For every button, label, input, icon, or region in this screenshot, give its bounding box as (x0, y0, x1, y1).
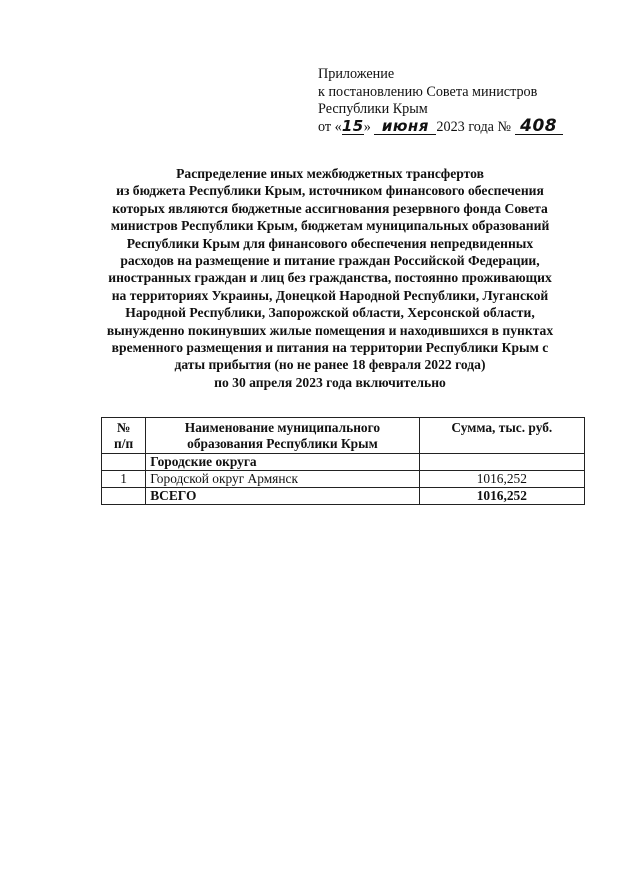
title-line: министров Республики Крым, бюджетам муниципальных образований (110, 218, 550, 234)
title-line: временного размещения и питания на территории Республики Крым с (111, 340, 549, 356)
title-line: Распределение иных межбюджетных трансфертов (176, 166, 484, 181)
date-quote-close: » (363, 118, 371, 135)
distribution-table (101, 417, 585, 505)
header-name-line2: образования Республики Крым (187, 436, 378, 451)
header-num (102, 418, 146, 454)
annex-date-line (318, 115, 618, 137)
row-num: 1 (102, 471, 146, 488)
date-year-text: 2023 года № (436, 118, 512, 135)
title-line: расходов на размещение и питание граждан Российской Федерации, (120, 253, 540, 269)
title-line: из бюджета Республики Крым, источником финансового обеспечения (116, 183, 544, 199)
table-row (102, 471, 585, 488)
group-label: Городские округа (146, 454, 419, 471)
title-line: Республики Крым для финансового обеспечения непредвиденных (126, 235, 534, 251)
document-title (70, 165, 590, 391)
table-group-row (102, 454, 585, 471)
header-num-line2: п/п (114, 436, 134, 451)
handwritten-day: 15 (341, 116, 364, 135)
title-line: на территориях Украины, Донецкой Народной Республики, Луганской (111, 287, 549, 303)
table-header-row (102, 418, 585, 454)
header-name-line1: Наименование муниципального (184, 420, 381, 435)
group-sum-cell (419, 454, 584, 471)
handwritten-month: июня (374, 119, 436, 135)
group-num-cell (102, 454, 146, 471)
handwritten-number: 408 (515, 119, 563, 135)
row-sum: 1016,252 (419, 471, 584, 488)
annex-republic: Республики Крым (318, 101, 428, 117)
header-num-line1: № (116, 420, 131, 435)
date-prefix: от « (318, 118, 342, 135)
header-name (146, 418, 419, 454)
total-label: ВСЕГО (146, 488, 419, 505)
title-line: по 30 апреля 2023 года включительно (214, 374, 446, 390)
title-line: Народной Республики, Запорожской области, Херсонской области, (125, 305, 535, 321)
title-line: даты прибытия (но не ранее 18 февраля 2022 года) (174, 357, 486, 373)
row-name: Городской округ Армянск (146, 471, 419, 488)
annex-block (318, 66, 618, 136)
table-total-row (102, 488, 585, 505)
annex-resolution-ref: к постановлению Совета министров (318, 83, 538, 100)
total-sum: 1016,252 (419, 488, 584, 505)
title-line: вынужденно покинувших жилые помещения и находившихся в пунктах (106, 322, 554, 338)
title-line: которых являются бюджетные ассигнования резервного фонда Совета (112, 200, 548, 216)
total-num-cell (102, 488, 146, 505)
title-line: иностранных граждан и лиц без гражданства, постоянно проживающих (108, 270, 552, 286)
annex-heading: Приложение (318, 66, 395, 82)
header-sum: Сумма, тыс. руб. (419, 418, 584, 454)
